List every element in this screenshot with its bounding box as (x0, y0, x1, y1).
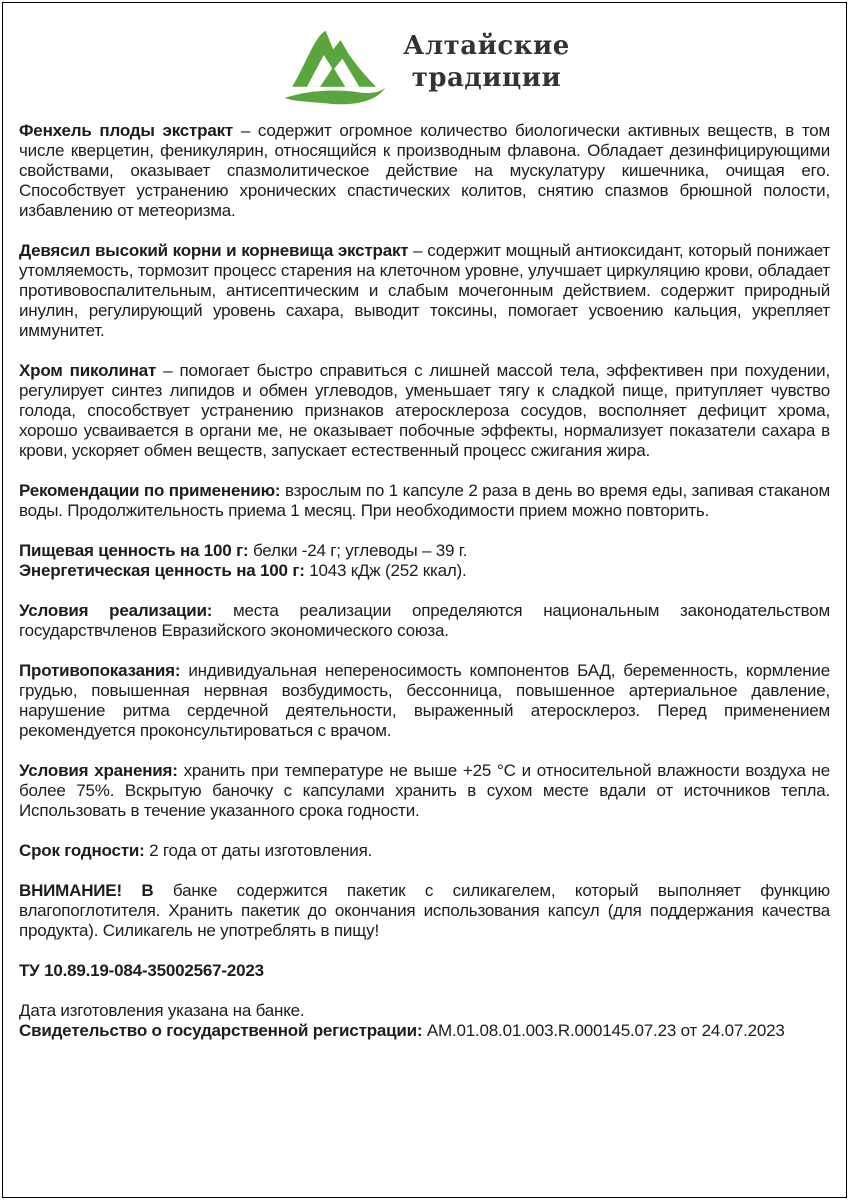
paragraph-contraindications (19, 661, 830, 741)
storage-lead: Условия хранения: (19, 761, 184, 780)
mountains-logo-icon (279, 16, 391, 108)
nutrition-body: белки -24 г; углеводы – 39 г. (252, 541, 468, 560)
paragraph-devyasil (19, 241, 830, 341)
paragraph-usage-body: взрослым по 1 капсуле 2 раза в день во время еды, запивая стаканом воды. Продолжительность приема 1 месяц. При необходимости прием можно повторить. (19, 481, 831, 520)
paragraph-tu-number (19, 961, 830, 981)
brand-name-line1: Алтайские (403, 31, 570, 61)
shelf-life-body: 2 года от даты изготовления. (149, 841, 373, 860)
paragraph-warning (19, 881, 830, 941)
certificate-lead: Свидетельство о государственной регистрации: (19, 1021, 427, 1040)
sale-conditions-body: места реализации определяются национальным законодательством государствчленов Евразийского экономического союза. (19, 601, 830, 640)
warning-lead: ВНИМАНИЕ! В (19, 881, 173, 900)
brand-name-line2: традиции (411, 63, 562, 93)
paragraph-fennel-lead: Фенхель плоды экстракт (19, 121, 241, 140)
contraindications-lead: Противопоказания: (19, 661, 189, 680)
brand-name (403, 30, 570, 94)
paragraph-usage (19, 481, 830, 521)
paragraph-chromium (19, 361, 830, 461)
contraindications-body: индивидуальная непереносимость компонентов БАД, беременность, кормление грудью, повышенная нервная возбудимость, бессонница, повышенное артериальное давление, нарушение ритма сердечной деятельности, выраженный атеросклероз. Перед применением рекомендуется проконсультироваться с врачом. (19, 661, 830, 740)
paragraph-date-and-cert (19, 1001, 830, 1041)
certificate-number: AM.01.08.01.003.R.000145.07.23 от 24.07.2023 (426, 1021, 785, 1040)
label-page (2, 2, 847, 1198)
storage-body: хранить при температуре не выше +25 °C и относительной влажности воздуха не более 75%. Вскрытую баночку с капсулами хранить в сухом месте вдали от источников тепла. Использовать в течение указанного срока годности. (19, 761, 831, 820)
paragraph-chromium-body: – помогает быстро справиться с лишней массой тела, эффективен при похудении, регулирует синтез липидов и обмен углеводов, уменьшает тягу к сладкой пище, притупляет чувство голода, способствует устранению признаков атеросклероза сосудов, восполняет дефицит хрома, хорошо усваивается в органи ме, не оказывает побочные эффекты, нормализует показатели сахара в крови, ускоряет обмен веществ, запускает естественный процесс сжигания жира. (19, 361, 831, 460)
paragraph-nutrition (19, 541, 830, 581)
paragraph-chromium-lead: Хром пиколинат (19, 361, 164, 380)
shelf-life-lead: Срок годности: (19, 841, 150, 860)
warning-body: банке содержится пакетик с силикагелем, который выполняет функцию влагопоглотителя. Хранить пакетик до окончания использования капсул (для поддержания качества продукта). Силикагель не употреблять в пищу! (19, 881, 830, 940)
paragraph-fennel (19, 121, 830, 221)
paragraph-shelf-life (19, 841, 830, 861)
label-text (19, 121, 830, 1041)
energy-lead: Энергетическая ценность на 100 г: (19, 561, 310, 580)
paragraph-devyasil-lead: Девясил высокий корни и корневища экстракт (19, 241, 414, 260)
nutrition-lead: Пищевая ценность на 100 г: (19, 541, 253, 560)
tu-number: ТУ 10.89.19-084-35002567-2023 (19, 961, 264, 980)
manufacture-date-note: Дата изготовления указана на банке. (19, 1001, 305, 1020)
paragraph-devyasil-body: – содержит мощный антиоксидант, который понижает утомляемость, тормозит процесс старения на клеточном уровне, улучшает циркуляцию крови, обладает противовоспалительным, антисептическим и слабым мочегонным действием. содержит природный инулин, регулирующий уровень сахара, выводит токсины, помогает усвоению кальция, укрепляет иммунитет. (19, 241, 830, 340)
sale-conditions-lead: Условия реализации: (19, 601, 233, 620)
paragraph-usage-lead: Рекомендации по применению: (19, 481, 285, 500)
paragraph-sale-conditions (19, 601, 830, 641)
paragraph-fennel-body: – содержит огромное количество биологически активных веществ, в том числе кверцетин, феникулярин, относящийся к производным флавона. Обладает дезинфицирующими свойствами, оказывает спазмолитическое действие на мускулатуру кишечника, очищая его. Способствует устранению хронических спастических колитов, снятию спазмов брюшной полости, избавлению от метеоризма. (19, 121, 830, 220)
energy-body: 1043 кДж (252 ккал). (309, 561, 467, 580)
brand-logo (19, 15, 830, 109)
paragraph-storage (19, 761, 830, 821)
